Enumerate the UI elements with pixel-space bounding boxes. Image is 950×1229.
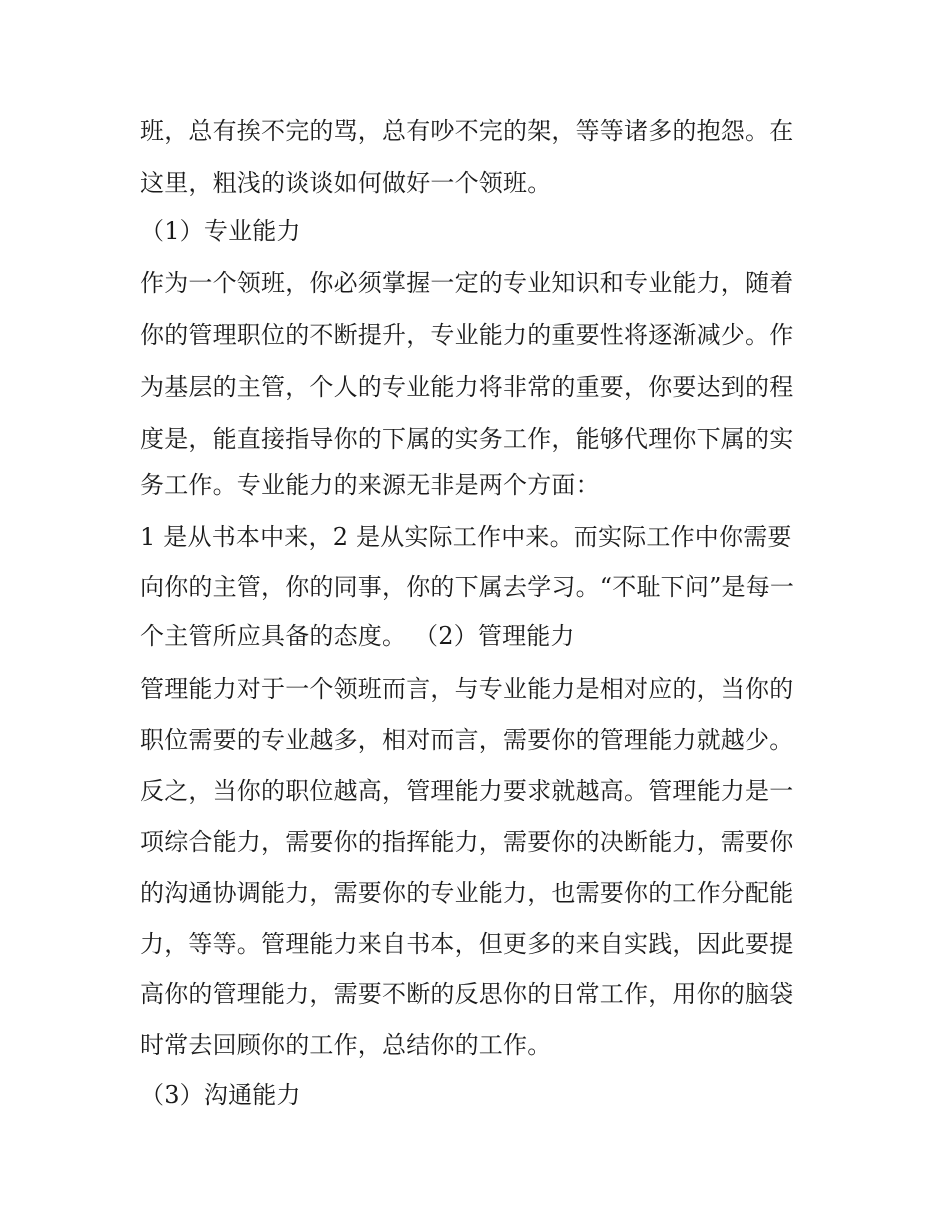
- text-line: 反之，当你的职位越高，管理能力要求就越高。管理能力是一: [140, 777, 794, 805]
- section-heading: （1）专业能力: [140, 217, 301, 245]
- text-line: 项综合能力，需要你的指挥能力，需要你的决断能力，需要你: [140, 828, 794, 856]
- text-line: 1 是从书本中来，2 是从实际工作中来。而实际工作中你需要: [140, 523, 792, 551]
- text-line: 高你的管理能力，需要不断的反思你的日常工作，用你的脑袋: [140, 980, 794, 1008]
- text-line: 向你的主管，你的同事，你的下属去学习。“不耻下问”是每一: [140, 573, 795, 601]
- section-heading: （3）沟通能力: [140, 1081, 301, 1109]
- text-line: 个主管所应具备的态度。 （2）管理能力: [140, 622, 575, 650]
- text-line: 这里，粗浅的谈谈如何做好一个领班。: [140, 169, 552, 197]
- text-line: 管理能力对于一个领班而言，与专业能力是相对应的，当你的: [140, 675, 794, 703]
- text-line: 时常去回顾你的工作，总结你的工作。: [140, 1031, 552, 1059]
- text-line: 务工作。专业能力的来源无非是两个方面：: [140, 471, 600, 499]
- text-line: 作为一个领班，你必须掌握一定的专业知识和专业能力，随着: [140, 269, 794, 297]
- text-line: 度是，能直接指导你的下属的实务工作，能够代理你下属的实: [140, 425, 794, 453]
- text-line: 班，总有挨不完的骂，总有吵不完的架，等等诸多的抱怨。在: [140, 117, 794, 145]
- text-line: 职位需要的专业越多，相对而言，需要你的管理能力就越少。: [140, 726, 794, 754]
- text-line: 力，等等。管理能力来自书本，但更多的来自实践，因此要提: [140, 930, 794, 958]
- text-line: 为基层的主管，个人的专业能力将非常的重要，你要达到的程: [140, 373, 794, 401]
- text-line: 你的管理职位的不断提升，专业能力的重要性将逐渐减少。作: [140, 321, 794, 349]
- text-line: 的沟通协调能力，需要你的专业能力，也需要你的工作分配能: [140, 879, 794, 907]
